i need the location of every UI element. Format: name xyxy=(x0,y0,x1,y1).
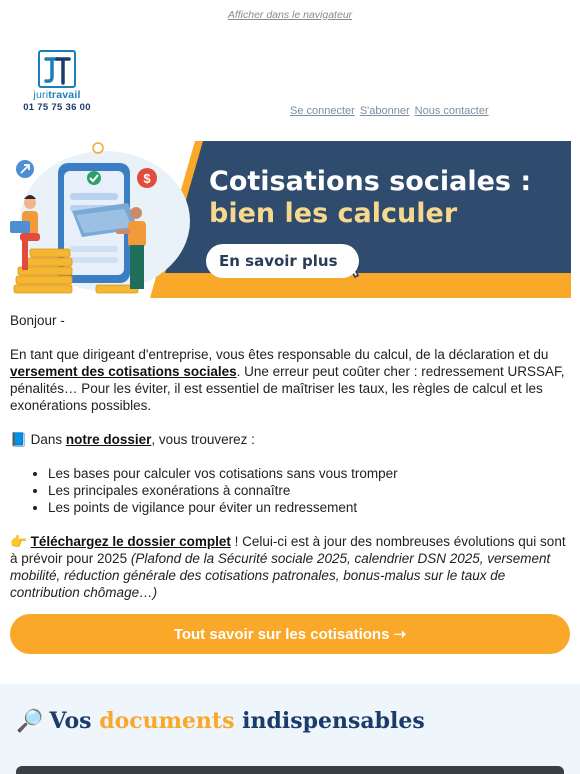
view-in-browser-link[interactable]: Afficher dans le navigateur xyxy=(227,9,353,21)
document-thumbnail[interactable] xyxy=(16,766,564,774)
documents-section xyxy=(0,684,580,774)
pointing-hand-icon: 👉 xyxy=(10,534,27,549)
header xyxy=(0,30,580,130)
subscribe-link[interactable]: S'abonner xyxy=(359,105,410,117)
banner-title-line1: Cotisations sociales : xyxy=(209,166,532,197)
logo[interactable] xyxy=(22,50,92,113)
book-icon: 📘 xyxy=(10,432,27,447)
documents-title: 🔎 Vos documents indispensables xyxy=(16,708,425,734)
list-item: • Les points de vigilance pour éviter un redressement xyxy=(48,499,570,516)
hero-banner[interactable] xyxy=(10,141,571,298)
contact-link[interactable]: Nous contacter xyxy=(414,105,489,117)
banner-title xyxy=(209,166,531,230)
logo-name: juritravail xyxy=(33,89,81,101)
dossier-paragraph: 📘 Dans notre dossier, vous trouverez : xyxy=(10,432,255,447)
banner-title-line2: bien les calculer xyxy=(209,198,458,229)
cotisations-cta-button[interactable]: Tout savoir sur les cotisations ➝ xyxy=(10,614,570,654)
download-paragraph: 👉 Téléchargez le dossier complet ! Celui-ci est à jour des nombreuses évolutions qui sont à prévoir pour 2025 (Plafond de la Sécurité sociale 2025, calendrier DSN 2025, versement mobilité, réduction générale des cotisations patronales, bonus-malus sur le taux de contribution chômage…) xyxy=(10,534,566,600)
list-item: • Les bases pour calculer vos cotisations sans vous tromper xyxy=(48,465,570,482)
benefits-list xyxy=(48,465,570,516)
banner-cta-button[interactable]: En savoir plus xyxy=(206,244,359,278)
greeting: Bonjour - xyxy=(10,313,65,328)
intro-paragraph: En tant que dirigeant d'entreprise, vous êtes responsable du calcul, de la déclaration et du versement des cotisations sociales. Une erreur peut coûter cher : redressement URSSAF, pénalités… Pour les éviter, il est essentiel de maîtriser les taux, les règles de calcul et les exonérations possibles. xyxy=(10,347,565,413)
login-link[interactable]: Se connecter xyxy=(290,105,355,117)
magnifier-icon: 🔎 xyxy=(16,708,44,734)
jt-logo-icon xyxy=(38,50,76,88)
dossier-link[interactable]: notre dossier xyxy=(65,432,152,447)
download-link[interactable]: Téléchargez le dossier complet xyxy=(30,534,231,549)
top-bar xyxy=(0,0,580,30)
header-nav xyxy=(290,105,489,117)
logo-phone: 01 75 75 36 00 xyxy=(23,102,91,113)
list-item: • Les principales exonérations à connaître xyxy=(48,482,570,499)
svg-text:$: $ xyxy=(143,171,151,186)
email-body xyxy=(10,312,570,618)
cotisations-link[interactable]: versement des cotisations sociales xyxy=(10,364,237,379)
